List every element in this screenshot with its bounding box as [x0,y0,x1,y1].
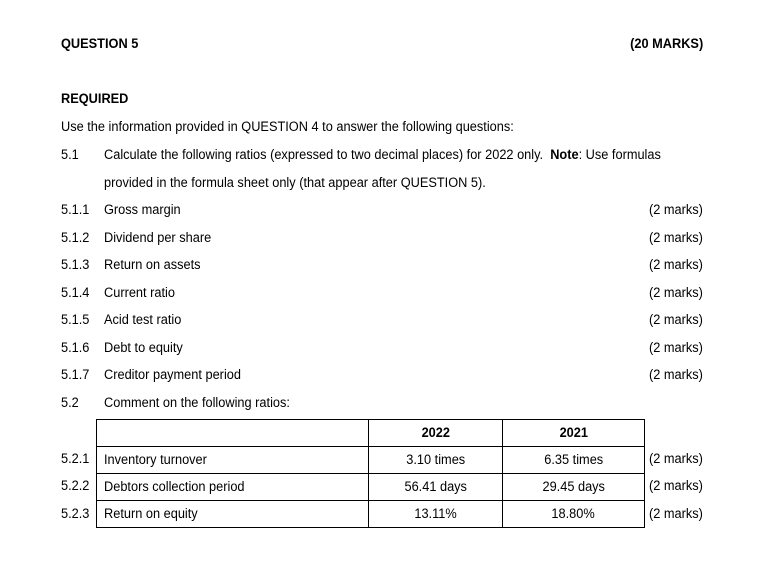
ratios-table [96,419,645,528]
header-blank-cell [97,420,369,447]
value-2022: 3.10 times [369,447,503,474]
table-header-row [97,420,645,447]
item-marks: (2 marks) [649,257,703,273]
row-number: 5.2.3 [61,506,90,522]
item-label: Dividend per share [104,230,212,246]
intro-text: Use the information provided in QUESTION 4 to answer the following questions: [61,119,514,135]
row-number: 5.2.2 [61,478,90,494]
table-row [97,501,645,528]
row-marks: (2 marks) [649,506,703,522]
q51-text-pre: Calculate the following ratios (expressed to two decimal places) for 2022 only. [104,147,544,163]
item-number: 5.1.3 [61,257,90,273]
item-label: Debt to equity [104,340,183,356]
row-number: 5.2.1 [61,451,90,467]
total-marks: (20 MARKS) [629,36,703,52]
value-2021: 18.80% [503,501,645,528]
item-number: 5.1.2 [61,230,90,246]
item-marks: (2 marks) [649,285,703,301]
q52-text: Comment on the following ratios: [104,395,290,411]
item-label: Return on assets [104,257,201,273]
item-label: Acid test ratio [104,312,182,328]
value-2022: 56.41 days [369,474,503,501]
item-marks: (2 marks) [649,202,703,218]
column-header-2022: 2022 [369,420,503,447]
q51-text-line2: provided in the formula sheet only (that appear after QUESTION 5). [104,175,486,191]
row-marks: (2 marks) [649,451,703,467]
item-number: 5.1.6 [61,340,90,356]
ratio-label: Inventory turnover [97,447,369,474]
item-label: Current ratio [104,285,175,301]
value-2021: 6.35 times [503,447,645,474]
item-marks: (2 marks) [649,340,703,356]
table-row [97,474,645,501]
value-2021: 29.45 days [503,474,645,501]
q51-text-line1 [104,146,661,164]
item-number: 5.1.1 [61,202,90,218]
column-header-2021: 2021 [503,420,645,447]
item-label: Creditor payment period [104,367,241,383]
required-heading: REQUIRED [61,91,129,107]
question-title: QUESTION 5 [61,36,139,52]
q52-number: 5.2 [61,395,79,411]
table-row [97,447,645,474]
item-number: 5.1.5 [61,312,90,328]
q51-text-post: : Use formulas [578,147,661,163]
item-marks: (2 marks) [649,367,703,383]
item-marks: (2 marks) [649,312,703,328]
row-marks: (2 marks) [649,478,703,494]
value-2022: 13.11% [369,501,503,528]
item-number: 5.1.4 [61,285,90,301]
item-label: Gross margin [104,202,181,218]
ratio-label: Debtors collection period [97,474,369,501]
note-label: Note [550,147,579,163]
item-number: 5.1.7 [61,367,90,383]
q51-number: 5.1 [61,147,79,163]
item-marks: (2 marks) [649,230,703,246]
ratio-label: Return on equity [97,501,369,528]
